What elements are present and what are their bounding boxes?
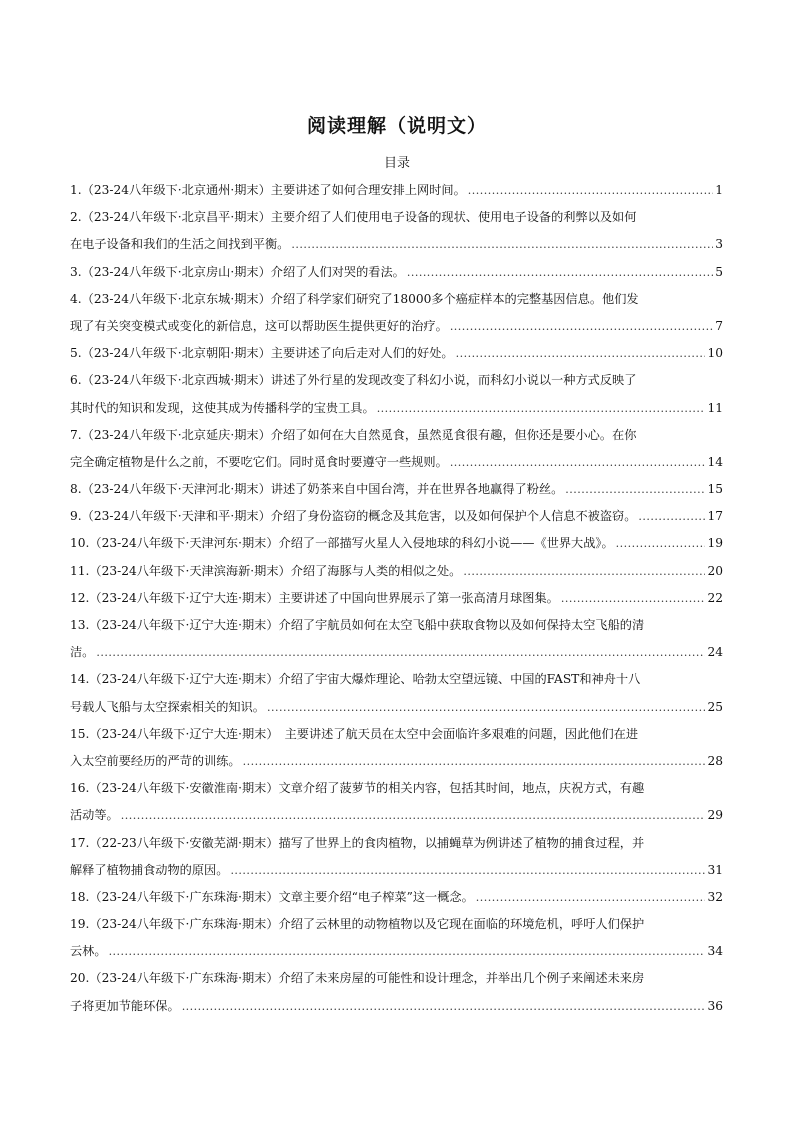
toc-page-number: 1 [715,183,723,197]
toc-page-number: 36 [707,998,723,1013]
toc-entry[interactable] [70,259,723,286]
toc-entry-line [70,612,723,639]
dot-leader [291,231,713,258]
toc-entry[interactable] [70,503,723,530]
toc-entry-line [70,639,723,666]
toc-page-number: 25 [707,699,723,714]
toc-entry-line [70,367,723,394]
toc-page-number: 17 [707,509,723,524]
toc-entry-text: 12.（23-24八年级下·辽宁大连·期末）主要讲述了中国向世界展示了第一张高清月球图集。 [70,590,559,605]
toc-entry-text: 云林。 [70,944,107,959]
toc-page-number: 19 [707,536,723,551]
toc-entry-text: 入太空前要经历的严苛的训练。 [70,753,241,768]
toc-entry-text: 7.（23-24八年级下·北京延庆·期末）介绍了如何在大自然觅食，虽然觅食很有趣，但你还是要小心。在你 [70,427,637,442]
toc-entry[interactable] [70,422,723,476]
toc-page-number: 11 [707,400,723,415]
toc-page-number: 34 [707,944,723,959]
dot-leader [243,748,706,775]
toc-entry-text: 14.（23-24八年级下·辽宁大连·期末）介绍了宇宙大爆炸理论、哈勃太空望远镜、中国的FAST和神舟十八 [70,672,641,687]
toc-entry-line [70,395,723,422]
toc-page-number: 22 [707,590,723,605]
toc-entry-text: 现了有关突变模式或变化的新信息，这可以帮助医生提供更好的治疗。 [70,318,448,333]
dot-leader [616,530,706,557]
toc-entry-line [70,286,723,313]
dot-leader [121,802,706,829]
toc-entry-line [70,830,723,857]
toc-entry-line [70,748,723,775]
toc-entry-text: 完全确定植物是什么之前，不要吃它们。同时觅食时要遵守一些规则。 [70,454,448,469]
toc-entry-text: 解释了植物捕食动物的原因。 [70,862,229,877]
toc-entry[interactable] [70,612,723,666]
toc-page-number: 14 [707,454,723,469]
toc-entry[interactable] [70,965,723,1019]
toc-entry-line [70,449,723,476]
toc-entry-line [70,340,723,367]
toc-entry-line [70,721,723,748]
dot-leader [638,503,705,530]
toc-page-number: 5 [715,264,723,279]
toc-entry-line [70,802,723,829]
toc-entry-text: 10.（23-24八年级下·天津河东·期末）介绍了一部描写火星人入侵地球的科幻小说——《世界大战》。 [70,536,614,551]
toc-entry-text: 5.（23-24八年级下·北京朝阳·期末）主要讲述了向后走对人们的好处。 [70,346,454,361]
toc-entry-text: 9.（23-24八年级下·天津和平·期末）介绍了身份盗窃的概念及其危害，以及如何保护个人信息不被盗窃。 [70,509,637,524]
toc-page-number: 24 [707,645,723,660]
toc-entry-line [70,177,723,204]
toc-entry-line [70,884,723,911]
toc-entry-line [70,911,723,938]
dot-leader [230,857,705,884]
toc-entry-text: 13.（23-24八年级下·辽宁大连·期末）介绍了宇航员如何在太空飞船中获取食物以及如何保持太空飞船的清 [70,618,645,632]
table-of-contents [70,177,723,1020]
dot-leader [450,313,713,340]
toc-entry[interactable] [70,286,723,340]
toc-entry[interactable] [70,367,723,421]
toc-entry-text: 洁。 [70,645,95,660]
toc-entry-text: 11.（23-24八年级下·天津滨海新·期末）介绍了海豚与人类的相似之处。 [70,563,462,578]
toc-page-number: 29 [707,808,723,823]
dot-leader [456,340,706,367]
toc-entry-text: 16.（23-24八年级下·安徽淮南·期末）文章介绍了菠萝节的相关内容，包括其时间，地点，庆祝方式，有趣 [70,781,645,796]
dot-leader [109,938,706,965]
toc-page-number: 31 [707,862,723,877]
toc-entry-line [70,993,723,1020]
toc-entry-line [70,666,723,693]
toc-entry-text: 15.（23-24八年级下·辽宁大连·期末） 主要讲述了航天员在太空中会面临许多艰难的问题，因此他们在进 [70,726,639,741]
toc-entry-line [70,422,723,449]
toc-entry[interactable] [70,558,723,585]
toc-entry-line [70,313,723,340]
toc-entry-text: 19.（23-24八年级下·广东珠海·期末）介绍了云林里的动物植物以及它现在面临的环境危机，呼吁人们保护 [70,917,645,932]
toc-entry-text: 6.（23-24八年级下·北京西城·期末）讲述了外行星的发现改变了科幻小说，而科幻小说以一种方式反映了 [70,373,637,388]
toc-page-number: 7 [715,318,723,333]
dot-leader [182,993,706,1020]
toc-entry-line [70,259,723,286]
toc-entry-text: 17.（22-23八年级下·安徽芜湖·期末）描写了世界上的食肉植物，以捕蝇草为例讲述了植物的捕食过程，并 [70,835,645,850]
toc-entry[interactable] [70,775,723,829]
dot-leader [468,177,713,204]
toc-entry-line [70,857,723,884]
toc-entry-line [70,503,723,530]
toc-entry-text: 4.（23-24八年级下·北京东城·期末）介绍了科学家们研究了18000多个癌症样本的完整基因信息。他们发 [70,291,639,306]
page-title: 阅读理解（说明文） [306,115,487,137]
toc-entry-text: 1.（23-24八年级下·北京通州·期末）主要讲述了如何合理安排上网时间。 [70,183,466,197]
toc-entry-line [70,204,723,231]
toc-entry-line [70,476,723,503]
toc-entry-line [70,938,723,965]
toc-entry-line [70,585,723,612]
toc-entry-text: 2.（23-24八年级下·北京昌平·期末）主要介绍了人们使用电子设备的现状、使用电子设备的利弊以及如何 [70,210,637,225]
toc-entry-line [70,231,723,258]
dot-leader [565,476,705,503]
toc-entry-text: 在电子设备和我们的生活之间找到平衡。 [70,237,290,252]
toc-entry[interactable] [70,340,723,367]
toc-page-number: 15 [707,482,723,497]
dot-leader [463,558,705,585]
dot-leader [561,585,706,612]
dot-leader [96,639,705,666]
dot-leader [476,884,706,911]
toc-entry-text: 18.（23-24八年级下·广东珠海·期末）文章主要介绍“电子榨菜”这一概念。 [70,889,474,904]
toc-entry-line [70,775,723,802]
dot-leader [407,259,713,286]
toc-page-number: 32 [707,889,723,904]
toc-entry-line [70,530,723,557]
toc-page-number: 20 [707,563,723,578]
toc-page-number: 10 [707,346,723,361]
toc-page-number: 3 [715,237,723,252]
toc-entry[interactable] [70,204,723,258]
toc-entry-line [70,694,723,721]
toc-entry[interactable] [70,911,723,965]
toc-entry-text: 20.（23-24八年级下·广东珠海·期末）介绍了未来房屋的可能性和设计理念，并举出几个例子来阐述未来房 [70,971,645,986]
dot-leader [450,449,706,476]
toc-entry[interactable] [70,585,723,612]
toc-entry-line [70,558,723,585]
toc-heading: 目录 [383,156,410,171]
toc-page-number: 28 [707,753,723,768]
toc-entry-text: 8.（23-24八年级下·天津河北·期末）讲述了奶茶来自中国台湾，并在世界各地赢得了粉丝。 [70,482,564,497]
toc-entry-text: 子将更加节能环保。 [70,998,180,1013]
dot-leader [267,694,705,721]
toc-entry[interactable] [70,666,723,720]
toc-entry-text: 号载人飞船与太空探索相关的知识。 [70,699,265,714]
toc-entry[interactable] [70,530,723,557]
toc-entry-line [70,965,723,992]
toc-entry-text: 其时代的知识和发现，这使其成为传播科学的宝贵工具。 [70,400,375,415]
toc-entry[interactable] [70,830,723,884]
toc-entry[interactable] [70,177,723,204]
toc-entry-text: 3.（23-24八年级下·北京房山·期末）介绍了人们对哭的看法。 [70,264,405,279]
toc-entry[interactable] [70,476,723,503]
toc-entry-text: 活动等。 [70,808,119,823]
dot-leader [377,395,706,422]
toc-entry[interactable] [70,884,723,911]
toc-entry[interactable] [70,721,723,775]
